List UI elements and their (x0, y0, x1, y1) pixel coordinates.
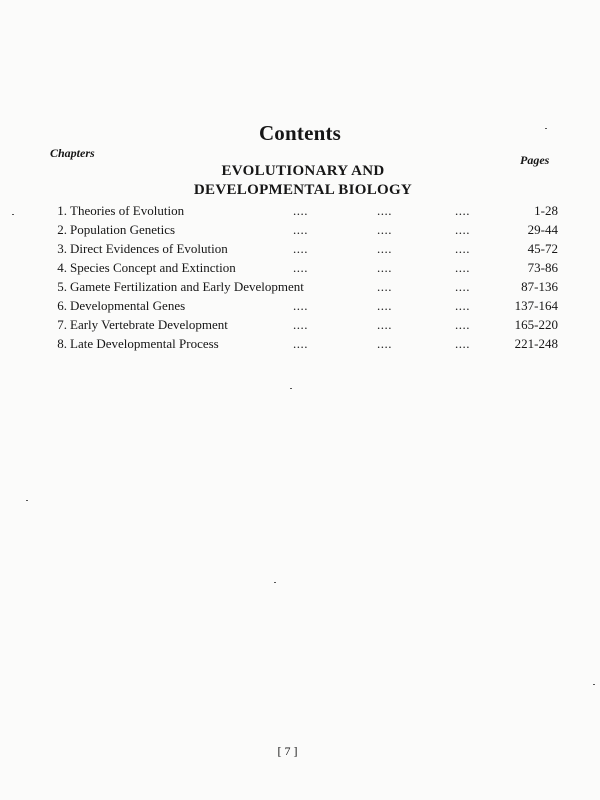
leader-dots: .... (377, 298, 392, 313)
chapter-pages: 45-72 (527, 241, 558, 256)
pages-column-header: Pages (520, 153, 550, 167)
chapter-pages: 221-248 (514, 336, 558, 351)
chapter-title: Population Genetics (70, 222, 176, 237)
chapter-title: Species Concept and Extinction (70, 260, 236, 275)
scan-speck (545, 128, 547, 129)
scan-speck (290, 388, 292, 389)
leader-dots: .... (293, 298, 308, 313)
chapter-title: Theories of Evolution (70, 203, 185, 218)
chapter-pages: 137-164 (514, 298, 558, 313)
chapter-title: Gamete Fertilization and Early Development (70, 279, 304, 294)
chapter-number: 8. (57, 336, 67, 351)
chapter-title: Late Developmental Process (70, 336, 219, 351)
chapter-pages: 73-86 (527, 260, 558, 275)
chapter-number: 5. (57, 279, 67, 294)
leader-dots: .... (455, 336, 470, 351)
chapter-title: Early Vertebrate Development (70, 317, 228, 332)
page-title: Contents (258, 121, 342, 145)
chapter-number: 7. (57, 317, 67, 332)
leader-dots: .... (455, 203, 470, 218)
toc-entry (0, 241, 600, 260)
chapters-column-header: Chapters (50, 146, 95, 160)
leader-dots: .... (455, 279, 470, 294)
scan-speck (274, 582, 276, 583)
toc-entry (0, 279, 600, 298)
toc-entry (0, 317, 600, 336)
leader-dots: .... (293, 260, 308, 275)
chapter-pages: 87-136 (521, 279, 558, 294)
leader-dots: .... (455, 241, 470, 256)
leader-dots: .... (455, 222, 470, 237)
leader-dots: .... (455, 260, 470, 275)
leader-dots: .... (377, 222, 392, 237)
leader-dots: .... (377, 279, 392, 294)
chapter-title: Direct Evidences of Evolution (70, 241, 228, 256)
toc-entry (0, 260, 600, 279)
leader-dots: .... (377, 260, 392, 275)
section-heading-line-2: DEVELOPMENTAL BIOLOGY (193, 182, 413, 198)
leader-dots: .... (293, 203, 308, 218)
leader-dots: .... (455, 298, 470, 313)
scan-speck (12, 214, 14, 215)
toc-entry (0, 298, 600, 317)
chapter-number: 6. (57, 298, 67, 313)
toc-entry (0, 203, 600, 222)
toc-entry (0, 336, 600, 355)
chapter-pages: 165-220 (514, 317, 558, 332)
leader-dots: .... (293, 222, 308, 237)
leader-dots: .... (377, 241, 392, 256)
leader-dots: .... (293, 241, 308, 256)
toc-entry (0, 222, 600, 241)
leader-dots: .... (293, 317, 308, 332)
chapter-number: 1. (57, 203, 67, 218)
chapter-title: Developmental Genes (70, 298, 186, 313)
chapter-number: 3. (57, 241, 67, 256)
chapter-number: 4. (57, 260, 67, 275)
page-number: [ 7 ] (277, 744, 298, 758)
leader-dots: .... (377, 203, 392, 218)
chapter-pages: 29-44 (527, 222, 558, 237)
leader-dots: .... (377, 317, 392, 332)
leader-dots: .... (377, 336, 392, 351)
leader-dots: .... (293, 336, 308, 351)
leader-dots: .... (455, 317, 470, 332)
chapter-pages: 1-28 (534, 203, 558, 218)
chapter-number: 2. (57, 222, 67, 237)
scan-speck (26, 500, 28, 501)
scan-speck (593, 684, 595, 685)
section-heading-line-1: EVOLUTIONARY AND (221, 163, 385, 179)
